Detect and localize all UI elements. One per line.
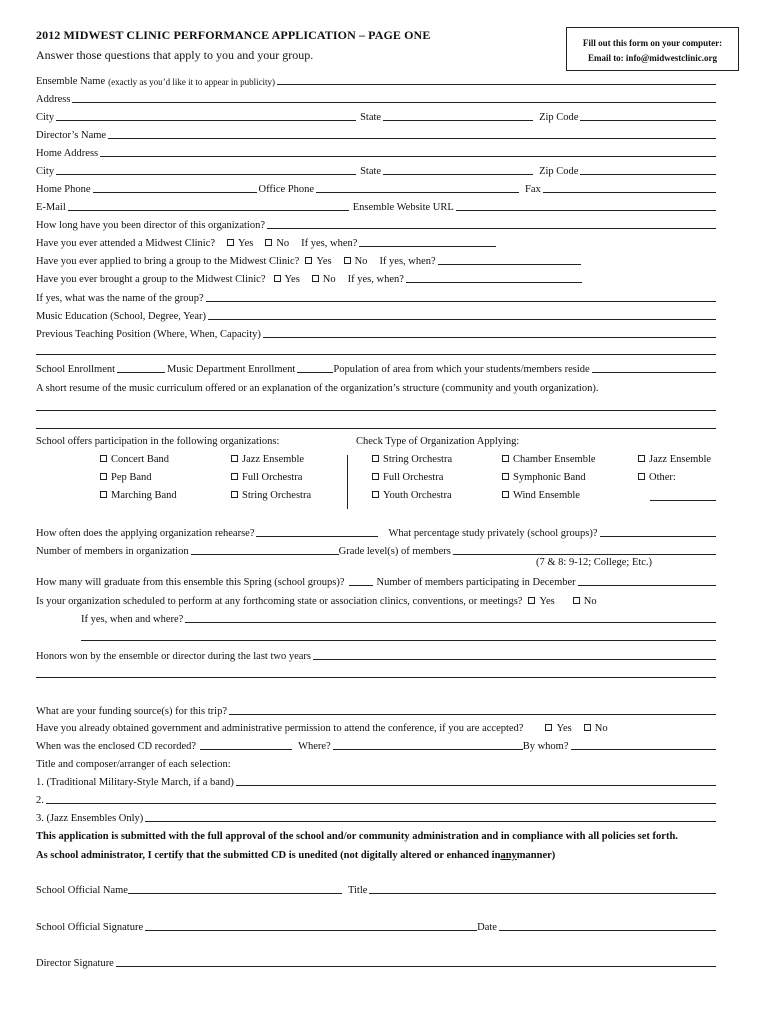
school-org-full-orchestra[interactable] — [231, 472, 302, 483]
school-org-label: Marching Band — [111, 490, 177, 501]
checkbox-icon[interactable] — [274, 275, 281, 282]
brought-yes-option[interactable] — [274, 274, 300, 285]
brought-row — [36, 271, 716, 285]
population-field[interactable] — [592, 372, 716, 373]
selection-1-field[interactable] — [236, 785, 716, 786]
graduate-row — [36, 574, 716, 588]
home-state-label: State — [360, 166, 382, 177]
brought-yes-label: Yes — [284, 274, 300, 285]
study-privately-field[interactable] — [600, 536, 716, 537]
rehearse-row — [36, 525, 716, 539]
honors-field-line2[interactable] — [36, 677, 716, 678]
cd-recorded-field[interactable] — [200, 749, 292, 750]
ensemble-name-field[interactable] — [277, 84, 716, 85]
honors-field[interactable] — [313, 659, 716, 660]
permission-no-label: No — [594, 723, 608, 734]
brought-when-field[interactable] — [406, 282, 582, 283]
checkbox-icon[interactable] — [372, 491, 379, 498]
scheduled-yes-label: Yes — [539, 596, 555, 607]
form-subtitle: Answer those questions that apply to you and your group. — [36, 48, 314, 62]
graduate-label: How many will graduate from this ensemble this Spring (school groups)? — [36, 577, 345, 588]
office-phone-label: Office Phone — [258, 184, 315, 195]
how-long-row — [36, 217, 716, 231]
selection-1-label: 1. (Traditional Military-Style March, if a band) — [36, 777, 234, 788]
selection-3-field[interactable] — [145, 821, 716, 822]
certify-text-any: any — [500, 850, 517, 861]
group-name-row — [36, 290, 716, 304]
checkbox-icon[interactable] — [502, 473, 509, 480]
official-name-label: School Official Name — [36, 885, 128, 896]
checkbox-icon[interactable] — [100, 473, 107, 480]
applied-yes-label: Yes — [316, 256, 332, 267]
state-field[interactable] — [383, 120, 533, 121]
rehearse-label: How often does the applying organization rehearse? — [36, 528, 255, 539]
cd-recorded-row — [36, 738, 716, 752]
school-org-string-orchestra[interactable] — [231, 490, 311, 501]
title-composer-label: Title and composer/arranger of each selection: — [36, 759, 231, 770]
state-label: State — [360, 112, 382, 123]
website-label: Ensemble Website URL — [352, 202, 454, 213]
apply-type-label: Youth Orchestra — [383, 490, 452, 501]
city-row — [36, 109, 716, 123]
selection-2-field[interactable] — [46, 803, 716, 804]
applied-when-label: If yes, when? — [379, 256, 436, 267]
apply-type-label: Other: — [649, 472, 676, 483]
checkbox-icon[interactable] — [305, 257, 312, 264]
submission-notice — [566, 27, 739, 71]
checkbox-icon[interactable] — [638, 455, 645, 462]
permission-label: Have you already obtained government and administrative permission to attend the conference, if you are accepted? — [36, 723, 524, 734]
where-field[interactable] — [333, 749, 523, 750]
attended-no-option[interactable] — [265, 238, 289, 249]
selection-3-label: 3. (Jazz Ensembles Only) — [36, 813, 144, 824]
prev-teaching-field-line2[interactable] — [36, 354, 716, 355]
grade-levels-label: Grade level(s) of members — [338, 546, 451, 557]
home-city-row — [36, 163, 716, 177]
official-signature-row — [36, 919, 716, 933]
apply-type-symphonic-band[interactable] — [502, 472, 586, 483]
zip-field[interactable] — [580, 120, 716, 121]
selection-2-label: 2. — [36, 795, 44, 806]
approval-statement — [36, 828, 716, 842]
city-label: City — [36, 112, 55, 123]
director-signature-row — [36, 955, 716, 969]
official-signature-field[interactable] — [145, 930, 477, 931]
ensemble-name-hint: (exactly as you’d like it to appear in publicity) — [108, 77, 276, 87]
selection-2-row — [36, 792, 716, 806]
music-education-row — [36, 308, 716, 322]
school-org-pep-band[interactable] — [100, 472, 152, 483]
approval-text: This application is submitted with the full approval of the school and/or community administration and in compliance with all policies set forth. — [36, 831, 678, 842]
director-signature-label: Director Signature — [36, 958, 114, 969]
form-title: 2012 MIDWEST CLINIC PERFORMANCE APPLICATION – PAGE ONE — [36, 28, 431, 42]
permission-no-option[interactable] — [584, 723, 608, 734]
apply-type-label: Chamber Ensemble — [513, 454, 596, 465]
zip-label: Zip Code — [539, 112, 579, 123]
email-field[interactable] — [68, 210, 349, 211]
apply-type-label: Wind Ensemble — [513, 490, 580, 501]
applied-label: Have you ever applied to bring a group to the Midwest Clinic? — [36, 256, 300, 267]
brought-when-label: If yes, when? — [347, 274, 404, 285]
resume-label: A short resume of the music curriculum offered or an explanation of the organization’s structure (community and youth organization). — [36, 383, 599, 394]
home-zip-field[interactable] — [580, 174, 716, 175]
applied-no-option[interactable] — [344, 256, 368, 267]
home-zip-label: Zip Code — [539, 166, 579, 177]
ensemble-name-row — [36, 73, 716, 87]
where-label: Where? — [298, 741, 331, 752]
applied-when-field[interactable] — [438, 264, 581, 265]
brought-no-option[interactable] — [312, 274, 336, 285]
school-org-jazz-ensemble[interactable] — [231, 454, 304, 465]
december-field[interactable] — [578, 585, 716, 586]
enrollment-row — [36, 361, 716, 375]
check-type-label: Check Type of Organization Applying: — [356, 436, 520, 447]
director-signature-field[interactable] — [116, 966, 716, 967]
school-org-label: String Orchestra — [242, 490, 312, 501]
checkbox-icon[interactable] — [502, 455, 509, 462]
checkbox-icon[interactable] — [227, 239, 234, 246]
checkbox-icon[interactable] — [231, 455, 238, 462]
apply-type-string-orchestra[interactable] — [372, 454, 452, 465]
official-title-label: Title — [347, 885, 368, 896]
checkbox-icon[interactable] — [100, 455, 107, 462]
website-field[interactable] — [456, 210, 716, 211]
checkbox-icon[interactable] — [312, 275, 319, 282]
population-label: Population of area from which your students/members reside — [333, 364, 590, 375]
december-label: Number of members participating in December — [376, 577, 576, 588]
directors-name-label: Director’s Name — [36, 130, 107, 141]
apply-type-wind-ensemble[interactable] — [502, 490, 580, 501]
scheduled-yes-option[interactable] — [528, 596, 554, 607]
when-where-field[interactable] — [185, 622, 716, 623]
home-city-label: City — [36, 166, 55, 177]
resume-field-line1[interactable] — [36, 410, 716, 411]
when-where-row — [81, 611, 716, 625]
home-address-row — [36, 145, 716, 159]
prev-teaching-field[interactable] — [263, 337, 716, 338]
date-field[interactable] — [499, 930, 716, 931]
divider — [347, 455, 348, 509]
address-label: Address — [36, 94, 71, 105]
apply-type-other[interactable] — [638, 472, 676, 483]
official-name-row — [36, 882, 716, 896]
school-org-label: Full Orchestra — [242, 472, 303, 483]
by-whom-field[interactable] — [571, 749, 717, 750]
music-education-field[interactable] — [208, 319, 716, 320]
apply-type-other-field[interactable] — [650, 500, 716, 501]
address-field[interactable] — [72, 102, 716, 103]
grade-levels-hint: (7 & 8: 9-12; College; Etc.) — [536, 557, 653, 568]
phone-row — [36, 181, 716, 195]
home-address-label: Home Address — [36, 148, 99, 159]
brought-no-label: No — [322, 274, 336, 285]
permission-yes-option[interactable] — [545, 723, 571, 734]
directors-name-row — [36, 127, 716, 141]
school-org-marching-band[interactable] — [100, 490, 177, 501]
apply-type-label: String Orchestra — [383, 454, 453, 465]
attended-row — [36, 235, 716, 249]
music-education-label: Music Education (School, Degree, Year) — [36, 311, 206, 322]
checkbox-icon[interactable] — [231, 491, 238, 498]
how-long-field[interactable] — [267, 228, 716, 229]
checkbox-icon[interactable] — [502, 491, 509, 498]
applied-row — [36, 253, 716, 267]
email-row — [36, 199, 716, 213]
home-address-field[interactable] — [100, 156, 716, 157]
prev-teaching-label: Previous Teaching Position (Where, When, Capacity) — [36, 329, 261, 340]
num-members-row — [36, 543, 716, 557]
num-members-field[interactable] — [191, 554, 339, 555]
checkbox-icon[interactable] — [372, 473, 379, 480]
school-org-label: Pep Band — [111, 472, 152, 483]
certify-statement — [36, 847, 716, 861]
school-org-concert-band[interactable] — [100, 454, 169, 465]
scheduled-no-option[interactable] — [573, 596, 597, 607]
music-dept-enrollment-label: Music Department Enrollment — [167, 364, 296, 375]
honors-row — [36, 648, 716, 662]
checkbox-icon[interactable] — [545, 724, 552, 731]
when-where-field-line2[interactable] — [81, 640, 716, 641]
address-row — [36, 91, 716, 105]
checkbox-icon[interactable] — [573, 597, 580, 604]
school-offers-label: School offers participation in the following organizations: — [36, 436, 280, 447]
fax-label: Fax — [525, 184, 541, 195]
certify-text-post: manner) — [516, 850, 556, 861]
home-phone-label: Home Phone — [36, 184, 91, 195]
official-title-field[interactable] — [369, 893, 716, 894]
checkbox-icon[interactable] — [372, 455, 379, 462]
attended-when-label: If yes, when? — [301, 238, 358, 249]
apply-type-jazz-ensemble[interactable] — [638, 454, 711, 465]
num-members-label: Number of members in organization — [36, 546, 189, 557]
date-label: Date — [477, 922, 497, 933]
applied-yes-option[interactable] — [305, 256, 331, 267]
home-city-field[interactable] — [56, 174, 356, 175]
by-whom-label: By whom? — [522, 741, 569, 752]
apply-type-youth-orchestra[interactable] — [372, 490, 452, 501]
group-name-label: If yes, what was the name of the group? — [36, 293, 204, 304]
attended-label: Have you ever attended a Midwest Clinic? — [36, 238, 216, 249]
school-enrollment-field[interactable] — [117, 372, 165, 373]
attended-when-field[interactable] — [359, 246, 496, 247]
attended-yes-option[interactable] — [227, 238, 253, 249]
notice-fill-out: Fill out this form on your computer: — [582, 38, 723, 48]
how-long-label: How long have you been director of this organization? — [36, 220, 265, 231]
rehearse-field[interactable] — [256, 536, 378, 537]
notice-email: Email to: info@midwestclinic.org — [587, 53, 718, 63]
directors-name-field[interactable] — [108, 138, 716, 139]
email-label: E-Mail — [36, 202, 66, 213]
funding-row — [36, 703, 716, 717]
study-privately-label: What percentage study privately (school groups)? — [388, 528, 598, 539]
permission-row — [36, 720, 716, 734]
attended-yes-label: Yes — [238, 238, 254, 249]
prev-teaching-row — [36, 326, 716, 340]
funding-field[interactable] — [229, 714, 716, 715]
apply-type-label: Jazz Ensemble — [649, 454, 712, 465]
apply-type-label: Full Orchestra — [383, 472, 444, 483]
home-state-field[interactable] — [383, 174, 533, 175]
resume-row — [36, 380, 716, 394]
certify-text-pre: As school administrator, I certify that the submitted CD is unedited (not digitally altered or enhanced in — [36, 850, 501, 861]
official-signature-label: School Official Signature — [36, 922, 144, 933]
scheduled-label: Is your organization scheduled to perform at any forthcoming state or association clinics, conventions, or meetings? — [36, 596, 523, 607]
home-phone-field[interactable] — [93, 192, 257, 193]
school-org-label: Concert Band — [111, 454, 170, 465]
scheduled-row — [36, 593, 716, 607]
apply-type-full-orchestra[interactable] — [372, 472, 443, 483]
ensemble-name-label: Ensemble Name — [36, 76, 106, 87]
fax-field[interactable] — [543, 192, 716, 193]
selection-3-row — [36, 810, 716, 824]
checkbox-icon[interactable] — [528, 597, 535, 604]
checkbox-icon[interactable] — [638, 473, 645, 480]
when-where-label: If yes, when and where? — [81, 614, 184, 625]
funding-label: What are your funding source(s) for this trip? — [36, 706, 227, 717]
music-dept-enrollment-field[interactable] — [297, 372, 333, 373]
city-field[interactable] — [56, 120, 356, 121]
scheduled-no-label: No — [583, 596, 597, 607]
title-composer-row — [36, 756, 716, 770]
office-phone-field[interactable] — [316, 192, 519, 193]
honors-label: Honors won by the ensemble or director during the last two years — [36, 651, 311, 662]
resume-field-line2[interactable] — [36, 428, 716, 429]
apply-type-chamber-ensemble[interactable] — [502, 454, 596, 465]
checkbox-icon[interactable] — [100, 491, 107, 498]
group-name-field[interactable] — [206, 301, 716, 302]
selection-1-row — [36, 774, 716, 788]
brought-label: Have you ever brought a group to the Midwest Clinic? — [36, 274, 266, 285]
attended-no-label: No — [276, 238, 290, 249]
permission-yes-label: Yes — [556, 723, 572, 734]
official-name-field[interactable] — [128, 893, 342, 894]
applied-no-label: No — [354, 256, 368, 267]
school-enrollment-label: School Enrollment — [36, 364, 116, 375]
graduate-field[interactable] — [349, 585, 373, 586]
school-org-label: Jazz Ensemble — [242, 454, 305, 465]
checkbox-icon[interactable] — [231, 473, 238, 480]
grade-levels-field[interactable] — [453, 554, 716, 555]
cd-recorded-label: When was the enclosed CD recorded? — [36, 741, 197, 752]
apply-type-label: Symphonic Band — [513, 472, 586, 483]
checkbox-icon[interactable] — [584, 724, 591, 731]
checkbox-icon[interactable] — [265, 239, 272, 246]
checkbox-icon[interactable] — [344, 257, 351, 264]
